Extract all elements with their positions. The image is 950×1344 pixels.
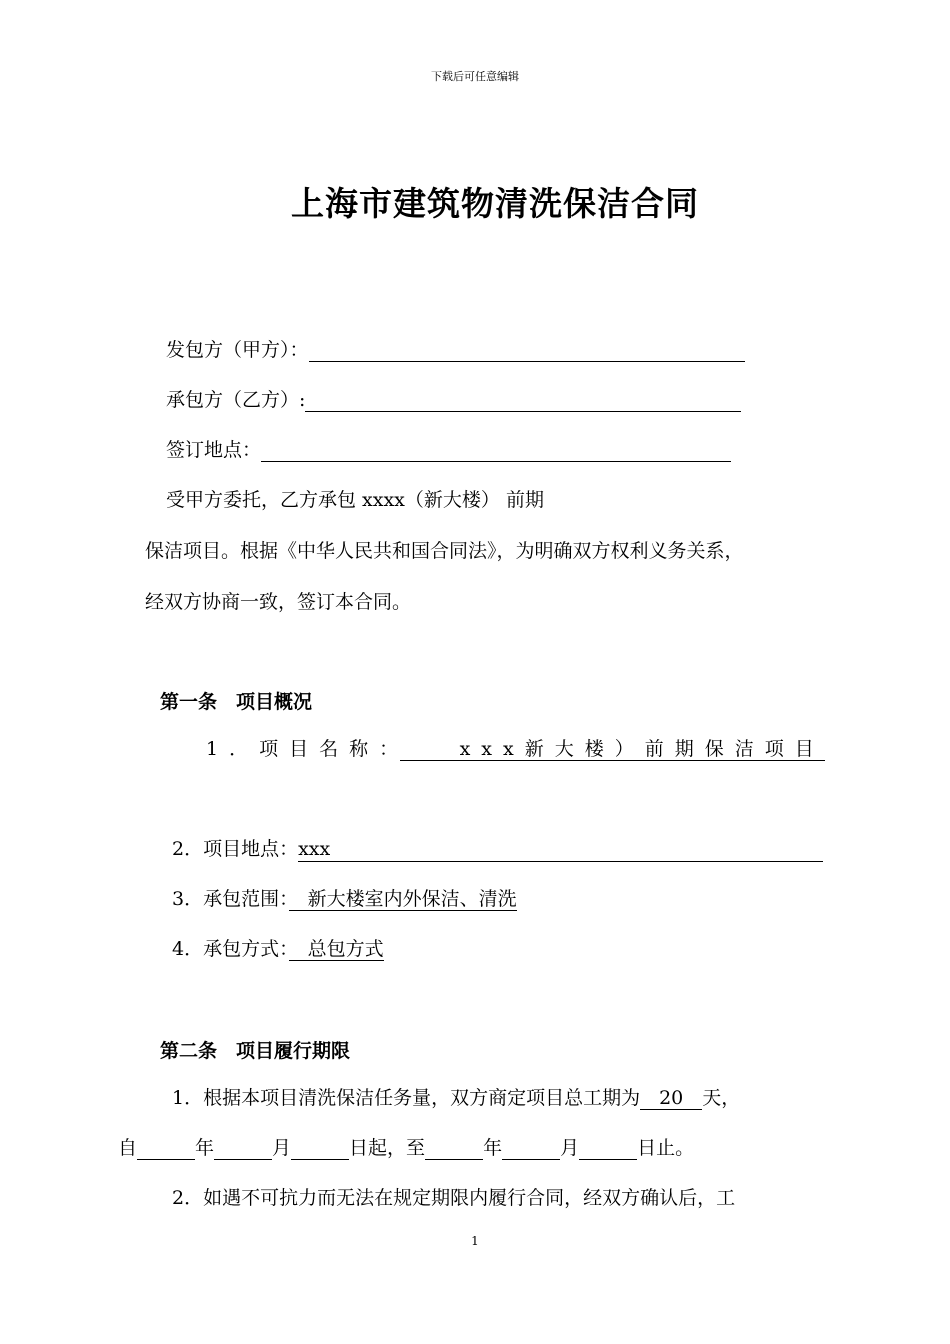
duration-days: 20 [640,1087,703,1109]
project-location-label: 2．项目地点： [172,838,299,860]
end-month-label: 月 [560,1137,580,1159]
duration-prefix: 1．根据本项目清洗保洁任务量，双方商定项目总工期为 [172,1087,641,1109]
end-month-blank [502,1137,560,1160]
contract-method-row [172,937,384,961]
start-year-label: 年 [195,1137,215,1159]
intro-line-2: 保洁项目。根据《中华人民共和国合同法》，为明确双方权利义务关系， [145,540,744,562]
start-day-blank [291,1137,349,1160]
page-header-note: 下载后可任意编辑 [431,70,519,83]
duration-row [172,1086,740,1110]
article-2-heading: 第二条 项目履行期限 [160,1040,351,1062]
date-range-row [118,1136,694,1160]
project-name-row [206,737,825,761]
party-b-label: 承包方（乙方）: [166,389,306,411]
page-number: 1 [471,1234,479,1248]
intro-line-1: 受甲方委托，乙方承包 xxxx（新大楼） 前期 [166,489,544,511]
signing-location-label: 签订地点： [166,439,262,461]
project-location-row [172,837,823,862]
project-name-value: xxx新大楼）前期保洁项目 [399,738,825,760]
date-from-label: 自 [118,1137,138,1159]
start-month-blank [214,1137,272,1160]
force-majeure-line: 2．如遇不可抗力而无法在规定期限内履行合同，经双方确认后，工 [172,1187,736,1209]
signing-location-blank [261,439,731,462]
project-location-value: xxx [298,837,823,862]
contract-method-value: 总包方式 [288,938,384,960]
end-day-blank [579,1137,637,1160]
end-day-label: 日止。 [637,1137,695,1159]
party-a-label: 发包方（甲方）： [166,339,309,361]
signing-location-row [166,438,731,462]
start-year-blank [137,1137,195,1160]
party-b-blank [305,389,741,412]
contract-method-label: 4．承包方式： [172,938,289,960]
contract-scope-label: 3．承包范围： [172,888,289,910]
start-day-label: 日起，至 [349,1137,426,1159]
document-title: 上海市建筑物清洗保洁合同 [291,184,699,223]
party-b-row [166,388,741,412]
end-year-label: 年 [483,1137,503,1159]
contract-scope-row [172,887,517,911]
party-a-row [166,338,745,362]
intro-line-3: 经双方协商一致，签订本合同。 [145,591,412,613]
project-name-label: 1．项目名称： [206,738,400,760]
start-month-label: 月 [272,1137,292,1159]
party-a-blank [309,339,745,362]
duration-suffix: 天， [702,1087,741,1109]
contract-scope-value: 新大楼室内外保洁、清洗 [288,888,517,910]
end-year-blank [425,1137,483,1160]
article-1-heading: 第一条 项目概况 [160,691,313,713]
